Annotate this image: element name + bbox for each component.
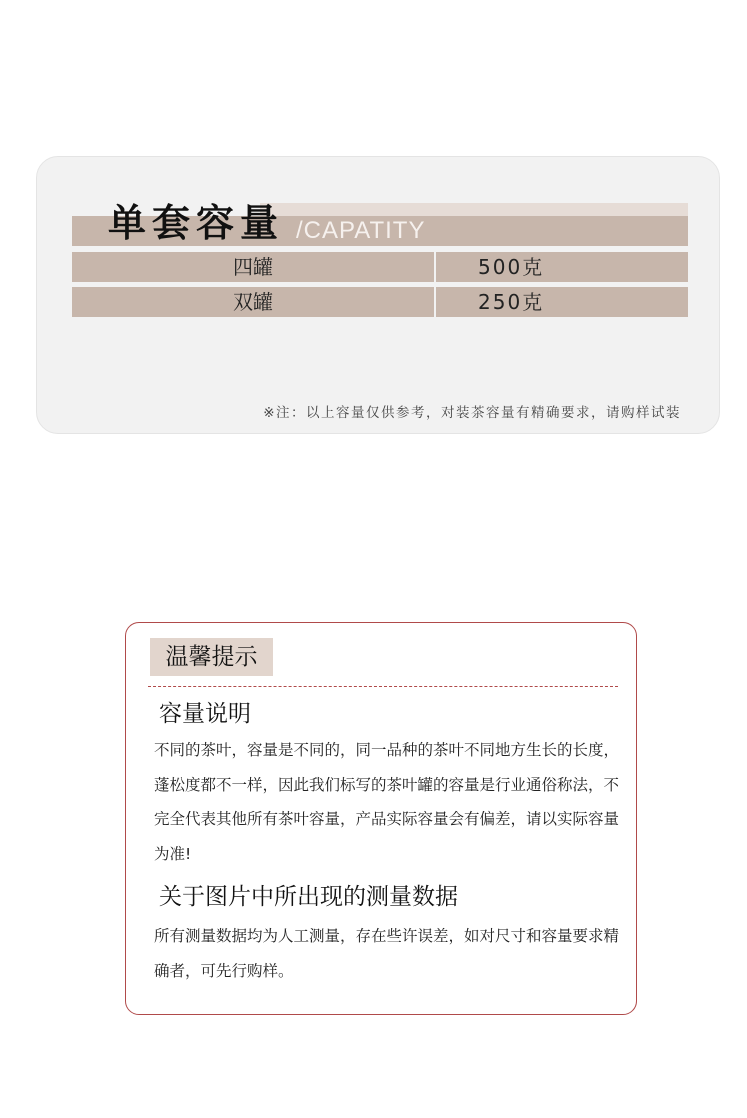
section-body-measurements: 所有测量数据均为人工测量，存在些许误差，如对尺寸和容量要求精确者，可先行购样。 [154, 927, 620, 980]
row-name: 双罐 [233, 290, 273, 314]
tips-header: 温馨提示 [150, 638, 273, 676]
dashed-divider [148, 686, 618, 687]
section-title-capacity: 容量说明 [159, 701, 251, 727]
capacity-card [36, 156, 720, 434]
section-title-measurements: 关于图片中所出现的测量数据 [159, 884, 458, 910]
row-name: 四罐 [233, 255, 273, 279]
row-value: 500克 [478, 255, 545, 279]
row-value: 250克 [478, 290, 545, 314]
capacity-subtitle: /CAPATITY [296, 217, 426, 244]
section-body-capacity: 不同的茶叶，容量是不同的，同一品种的茶叶不同地方生长的长度，蓬松度都不一样，因此我们标写的茶叶罐的容量是行业通俗称法，不完全代表其他所有茶叶容量，产品实际容量会有偏差，请以实际容量为准! [154, 741, 620, 863]
capacity-row [72, 287, 688, 317]
capacity-note: ※注：以上容量仅供参考，对装茶容量有精确要求，请购样试装 [263, 405, 681, 421]
capacity-title: 单套容量 [108, 201, 285, 245]
tips-card [125, 622, 637, 1015]
capacity-row [72, 252, 688, 282]
